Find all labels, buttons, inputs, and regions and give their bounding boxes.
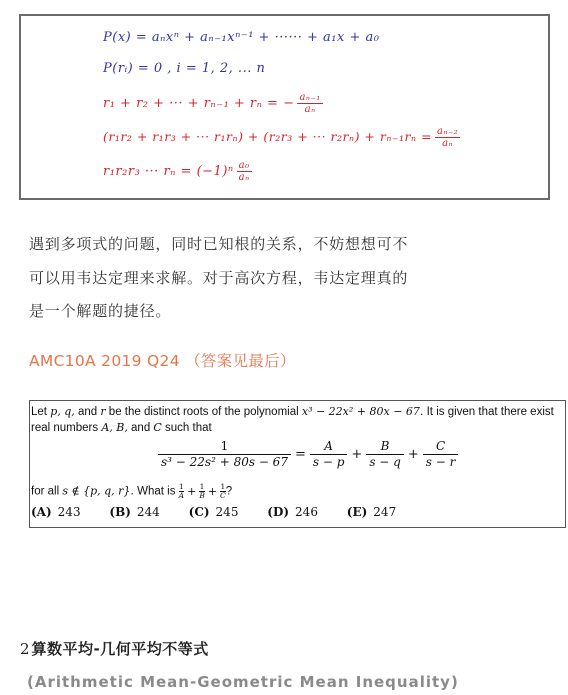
section-number: 2 [20,640,30,658]
problem-text: and [127,422,154,434]
problem-text: Let [31,406,51,418]
section-heading [20,638,209,659]
notes-line-pairwise-lhs: (r₁r₂ + r₁r₃ + ··· r₁rₙ) + (r₂r₃ + ··· r₂rₙ) + rₙ₋₁rₙ = [103,129,433,144]
section-subtitle: (Arithmetic Mean-Geometric Mean Inequality) [27,673,459,691]
choice-value: 243 [57,505,81,519]
fraction-numerator: aₙ₋₂ [437,126,459,137]
plus-sign: + [407,447,419,462]
notes-line-roots: P(rᵢ) = 0 , i = 1, 2, ... n [103,61,266,76]
plus-sign: + [187,485,197,498]
notes-line-pairwise-products [103,126,460,149]
partial-fraction-equation [158,439,458,470]
paragraph-line-2: 可以用韦达定理来求解。对于高次方程，韦达定理真的 [29,269,409,287]
section-title: 算数平均-几何平均不等式 [31,640,209,658]
choice-label: (D) [267,505,290,519]
answer-choices [31,505,421,519]
amc-problem-heading: AMC10A 2019 Q24 （答案见最后） [29,352,296,370]
problem-question-line [31,483,232,500]
fraction-numerator: aₙ₋₁ [299,92,321,103]
notes-line-sum-fraction [297,92,322,115]
notes-line-polynomial: P(x) = aₙxⁿ + aₙ₋₁xⁿ⁻¹ + ······ + a₁x + a₀ [103,30,380,45]
fraction-numerator: A [324,439,333,453]
fraction-denominator: s − q [366,454,404,470]
answer-choice-b [109,505,159,519]
reciprocal-a [179,483,184,500]
problem-math: C [153,421,162,434]
amc-problem-box [29,400,566,528]
answer-choice-c [189,505,239,519]
equation-term-c [423,439,459,470]
choice-value: 244 [136,505,160,519]
fraction-denominator: s − r [423,454,459,470]
equation-term-a [310,439,348,470]
problem-text: and [74,406,101,418]
problem-math: p, q, [50,405,75,418]
problem-math: s ∉ {p, q, r}. [62,484,134,498]
choice-label: (B) [109,505,131,519]
fraction-denominator: aₙ [297,103,322,115]
answer-choice-d [267,505,318,519]
paragraph-line-3: 是一个解题的捷径。 [29,302,172,320]
problem-math: r [100,405,106,418]
choice-label: (E) [346,505,368,519]
paragraph-line-1: 遇到多项式的问题，同时已知根的关系，不妨想想可不 [29,235,409,253]
plus-sign: + [351,447,363,462]
choice-value: 245 [215,505,239,519]
equals-sign: = [294,447,306,462]
fraction-numerator: 1 [220,439,229,453]
notes-line-product-of-roots [103,160,252,183]
fraction-denominator: aₙ [238,172,250,183]
problem-text: real numbers [31,422,102,434]
fraction-numerator: 1 [220,482,226,491]
fraction-denominator: aₙ [435,137,460,149]
handwritten-notes-image [19,14,550,200]
fraction-denominator: A [178,491,185,500]
notes-line-product-fraction [237,160,252,183]
fraction-numerator: C [435,439,446,453]
problem-polynomial: x³ − 22x² + 80x − 67. [301,405,424,418]
question-mark: ? [225,485,233,498]
problem-text: be the distinct roots of the polynomial [105,406,302,418]
fraction-denominator: s − p [310,454,348,470]
fraction-denominator: B [199,491,205,500]
fraction-denominator: s³ − 22s² + 80s − 67 [158,454,291,470]
choice-label: (A) [31,505,52,519]
notes-line-product-lhs: r₁r₂r₃ ··· rₙ = (−1)ⁿ [103,164,234,179]
problem-math: A, B, [101,421,128,434]
fraction-denominator: C [220,491,226,500]
problem-text: such that [161,422,212,434]
problem-text: It is given that there exist [423,406,554,418]
plus-sign: + [207,485,218,498]
choice-label: (C) [188,505,210,519]
notes-line-pairwise-fraction [435,126,460,149]
reciprocal-b [199,483,205,500]
fraction-numerator: 1 [199,482,205,491]
choice-value: 247 [373,505,397,519]
problem-statement-line-1 [31,405,554,418]
notes-line-sum-lhs: r₁ + r₂ + ··· + rₙ₋₁ + rₙ = − [103,96,295,111]
answer-choice-a [31,505,81,519]
fraction-numerator: B [380,439,390,453]
choice-value: 246 [295,505,318,519]
fraction-numerator: a₀ [238,160,250,171]
fraction-numerator: 1 [178,482,184,491]
notes-line-sum-of-roots [103,92,323,115]
equation-lhs-fraction [158,439,291,470]
problem-text: for all [31,485,63,498]
problem-statement-line-2 [31,421,212,434]
problem-text: What is [133,485,179,498]
answer-choice-e [347,505,396,519]
equation-term-b [366,439,404,470]
